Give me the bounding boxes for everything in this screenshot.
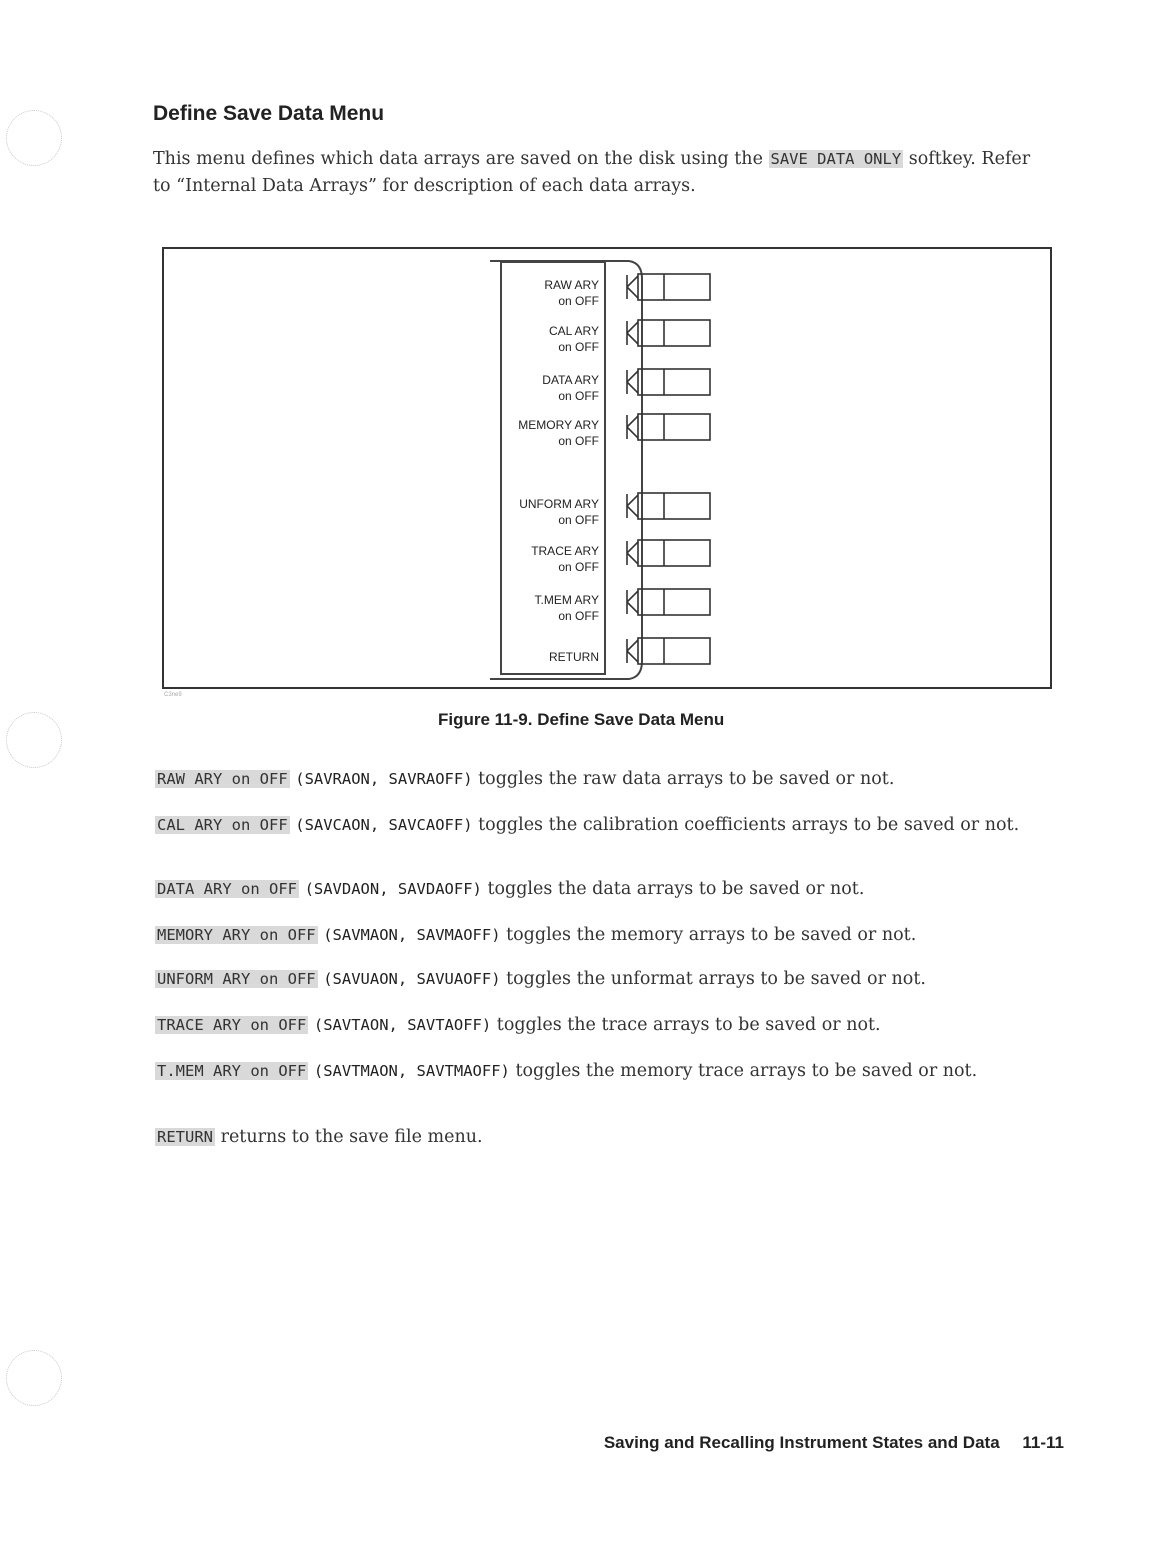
softkey-label-line2: on OFF: [558, 513, 599, 527]
softkey-name: UNFORM ARY on OFF: [157, 970, 316, 988]
softkey-pointer-icon: [627, 275, 638, 299]
softkey-label-line1: UNFORM ARY: [519, 497, 599, 511]
description-text: toggles the raw data arrays to be saved or not.: [478, 769, 895, 789]
softkey-name: TRACE ARY on OFF: [157, 1016, 307, 1034]
page-heading: Define Save Data Menu: [153, 102, 385, 125]
softkey-label-line2: on OFF: [558, 434, 599, 448]
softkey-label-line2: on OFF: [558, 609, 599, 623]
gpib-command: (SAVUAON, SAVUAOFF): [323, 970, 501, 988]
softkey-hardware-button: [627, 274, 710, 300]
page-footer: [604, 1433, 1064, 1453]
softkey-label-line1: DATA ARY: [542, 373, 599, 387]
softkey-button-outline: [638, 274, 710, 300]
softkey-label: [549, 649, 599, 665]
description-text: toggles the data arrays to be saved or not.: [487, 879, 865, 899]
softkey-label: [542, 372, 599, 404]
softkey-label-line1: CAL ARY: [548, 324, 599, 338]
softkey-hardware-group: [627, 274, 710, 664]
softkey-hardware-button: [627, 540, 710, 566]
softkey-pointer-icon: [627, 321, 638, 345]
softkey-label-line2: on OFF: [558, 340, 599, 354]
softkey-ref-save-data-only: SAVE DATA ONLY: [770, 150, 902, 168]
figure-tag: C3ne9: [164, 692, 182, 698]
softkey-label-line1: T.MEM ARY: [534, 593, 599, 607]
softkey-pointer-icon: [627, 370, 638, 394]
softkey-hardware-button: [627, 414, 710, 440]
softkey-description: [155, 766, 1045, 793]
softkey-button-outline: [638, 320, 710, 346]
softkey-description: [155, 812, 1045, 839]
softkey-hardware-button: [627, 369, 710, 395]
softkey-label: [519, 496, 599, 528]
punch-hole-top: [6, 110, 62, 166]
gpib-command: (SAVCAON, SAVCAOFF): [295, 816, 473, 834]
softkey-description: [155, 966, 1045, 993]
softkey-pointer-icon: [627, 590, 638, 614]
softkey-button-outline: [638, 493, 710, 519]
softkey-name: RETURN: [157, 1128, 213, 1146]
gpib-command: (SAVDAON, SAVDAOFF): [304, 880, 482, 898]
gpib-command: (SAVMAON, SAVMAOFF): [323, 926, 501, 944]
softkey-button-outline: [638, 369, 710, 395]
softkey-menu-panel: [500, 261, 606, 675]
softkey-button-outline: [638, 638, 710, 664]
softkey-label-line1: RETURN: [549, 650, 599, 664]
gpib-command: (SAVTAON, SAVTAOFF): [313, 1016, 492, 1034]
intro-text-before: This menu defines which data arrays are saved on the disk using the: [153, 149, 763, 169]
softkey-label-line1: RAW ARY: [544, 278, 599, 292]
softkey-description: [155, 1124, 1045, 1151]
footer-title: Saving and Recalling Instrument States and Data: [603, 1433, 1000, 1452]
page-number: 11-11: [1022, 1433, 1064, 1452]
gpib-command: (SAVTMAON, SAVTMAOFF): [313, 1062, 510, 1080]
softkey-label-line2: on OFF: [558, 294, 599, 308]
softkey-pointer-icon: [627, 639, 638, 663]
menu-figure: [162, 247, 1052, 689]
figure-drawing: [164, 249, 1052, 689]
gpib-command: (SAVRAON, SAVRAOFF): [295, 770, 473, 788]
softkey-button-outline: [638, 414, 710, 440]
softkey-hardware-button: [627, 493, 710, 519]
description-text: toggles the calibration coefficients arrays to be saved or not.: [478, 815, 1020, 835]
description-text: toggles the trace arrays to be saved or not.: [496, 1015, 881, 1035]
softkey-name: RAW ARY on OFF: [157, 770, 288, 788]
softkey-description: [155, 1012, 1045, 1039]
softkey-label: [549, 323, 599, 355]
softkey-label: [518, 417, 599, 449]
softkey-label-line1: TRACE ARY: [531, 544, 599, 558]
softkey-label-line2: on OFF: [558, 560, 599, 574]
softkey-pointer-icon: [627, 541, 638, 565]
description-text: toggles the memory arrays to be saved or not.: [506, 925, 917, 945]
description-text: toggles the unformat arrays to be saved or not.: [506, 969, 926, 989]
softkey-description: [155, 1058, 1045, 1085]
softkey-hardware-button: [627, 638, 710, 664]
softkey-description: [155, 876, 1045, 903]
softkey-hardware-button: [627, 589, 710, 615]
softkey-button-outline: [638, 540, 710, 566]
description-text: toggles the memory trace arrays to be saved or not.: [515, 1061, 978, 1081]
softkey-name: CAL ARY on OFF: [157, 816, 288, 834]
punch-hole-middle: [6, 712, 62, 768]
softkey-pointer-icon: [627, 494, 638, 518]
softkey-label-line1: MEMORY ARY: [518, 418, 599, 432]
description-text: returns to the save file menu.: [220, 1127, 483, 1147]
softkey-pointer-icon: [627, 415, 638, 439]
softkey-name: DATA ARY on OFF: [157, 880, 297, 898]
intro-text-after: softkey. Refer to “Internal Data Arrays” for description of each data arrays.: [153, 149, 1031, 196]
softkey-button-outline: [638, 589, 710, 615]
softkey-label: [531, 543, 599, 575]
softkey-label: [544, 277, 599, 309]
figure-caption: Figure 11-9. Define Save Data Menu: [438, 710, 725, 729]
punch-hole-bottom: [6, 1350, 62, 1406]
softkey-label: [535, 592, 599, 624]
softkey-description: [155, 922, 1045, 949]
intro-paragraph: [153, 146, 1033, 200]
softkey-label-line2: on OFF: [558, 389, 599, 403]
softkey-name: T.MEM ARY on OFF: [157, 1062, 307, 1080]
softkey-name: MEMORY ARY on OFF: [157, 926, 316, 944]
softkey-hardware-button: [627, 320, 710, 346]
